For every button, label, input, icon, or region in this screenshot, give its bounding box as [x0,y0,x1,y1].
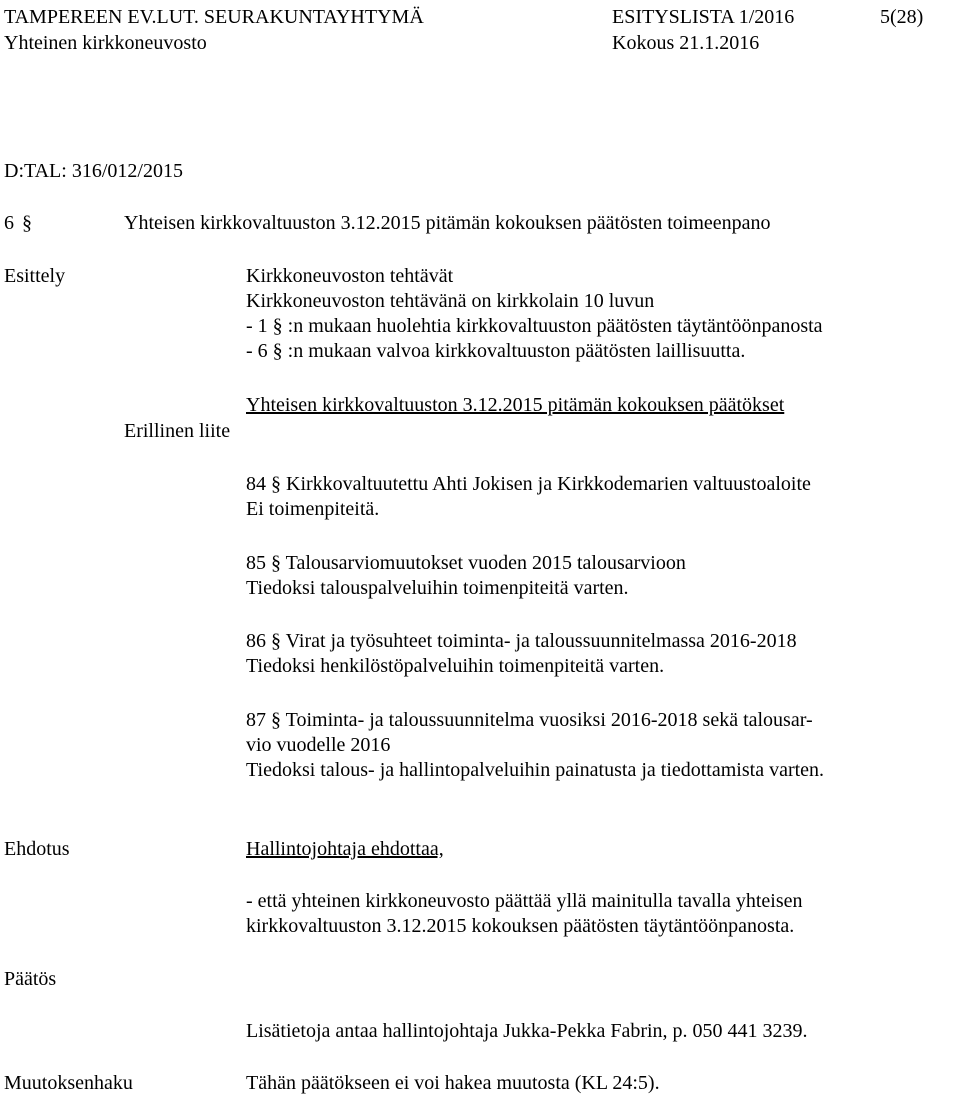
header-page: 5(28) [880,6,924,28]
section-sign: § [22,212,32,234]
header-agenda: ESITYSLISTA 1/2016 [612,6,795,28]
decision-86-action: Tiedoksi henkilöstöpalveluihin toimenpiteitä varten. [246,655,665,677]
muutoksenhaku-text: Tähän päätökseen ei voi hakea muutosta (KL 24:5). [246,1072,660,1094]
header-organization: TAMPEREEN EV.LUT. SEURAKUNTAYHTYMÄ [4,6,424,28]
ehdotus-label: Ehdotus [4,838,70,860]
esittely-heading: Kirkkoneuvoston tehtävät [246,265,454,287]
paatos-label: Päätös [4,968,57,990]
ehdotus-line: - että yhteinen kirkkoneuvosto päättää yllä mainitulla tavalla yhteisen [246,890,803,912]
esittely-line: - 6 § :n mukaan valvoa kirkkovaltuuston päätösten laillisuutta. [246,340,746,362]
decision-85-title: 85 § Talousarviomuutokset vuoden 2015 talousarvioon [246,552,686,574]
item-title: Yhteisen kirkkovaltuuston 3.12.2015 pitämän kokouksen päätösten toimeenpano [124,212,771,234]
esittely-label: Esittely [4,265,66,287]
reference-number: D:TAL: 316/012/2015 [4,160,183,182]
decision-86-title: 86 § Virat ja työsuhteet toiminta- ja taloussuunnitelmassa 2016-2018 [246,630,797,652]
ehdotus-heading: Hallintojohtaja ehdottaa, [246,838,444,860]
esittely-line: Kirkkoneuvoston tehtävänä on kirkkolain 10 luvun [246,290,655,312]
attachment-link[interactable]: Yhteisen kirkkovaltuuston 3.12.2015 pitämän kokouksen päätökset [246,394,785,416]
ehdotus-line: kirkkovaltuuston 3.12.2015 kokouksen päätösten täytäntöönpanosta. [246,915,795,937]
attachment-label: Erillinen liite [124,420,231,442]
item-number: 6 [4,212,14,234]
header-body: Yhteinen kirkkoneuvosto [4,32,207,54]
decision-84-action: Ei toimenpiteitä. [246,498,380,520]
decision-85-action: Tiedoksi talouspalveluihin toimenpiteitä varten. [246,577,629,599]
contact-info: Lisätietoja antaa hallintojohtaja Jukka-Pekka Fabrin, p. 050 441 3239. [246,1020,808,1042]
esittely-line: - 1 § :n mukaan huolehtia kirkkovaltuuston päätösten täytäntöönpanosta [246,315,823,337]
decision-87-title-cont: vio vuodelle 2016 [246,734,391,756]
decision-87-title: 87 § Toiminta- ja taloussuunnitelma vuosiksi 2016-2018 sekä talousar- [246,709,813,731]
header-meeting: Kokous 21.1.2016 [612,32,760,54]
muutoksenhaku-label: Muutoksenhaku [4,1072,133,1094]
decision-87-action: Tiedoksi talous- ja hallintopalveluihin painatusta ja tiedottamista varten. [246,759,825,781]
decision-84-title: 84 § Kirkkovaltuutettu Ahti Jokisen ja Kirkkodemarien valtuustoaloite [246,473,811,495]
